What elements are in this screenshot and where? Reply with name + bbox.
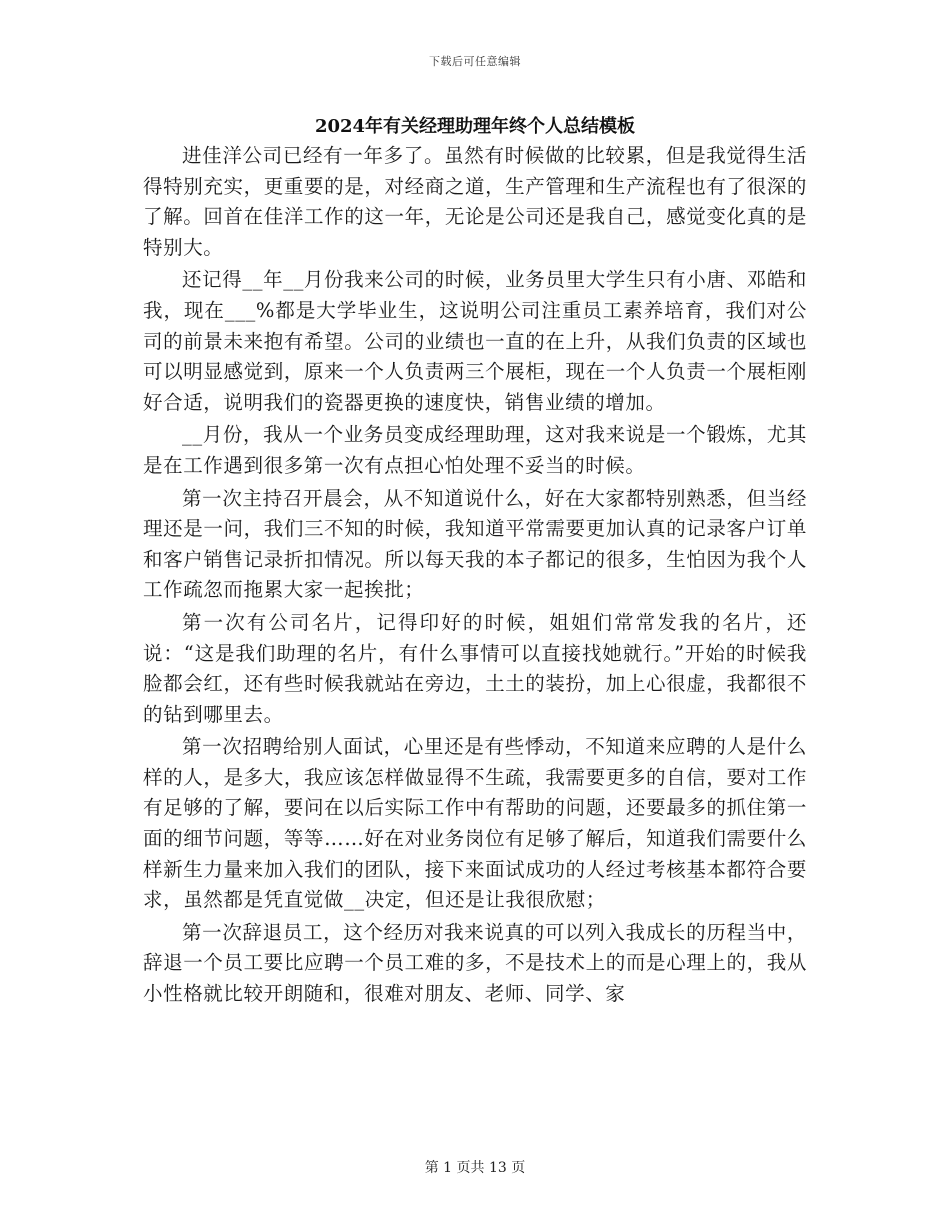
paragraph: __月份，我从一个业务员变成经理助理，这对我来说是一个锻炼，尤其是在工作遇到很多第一次有点担心怕处理不妥当的时候。 [143,423,807,477]
paragraph: 第一次辞退员工，这个经历对我来说真的可以列入我成长的历程当中，辞退一个员工要比应聘一个员工难的多，不是技术上的而是心理上的，我从小性格就比较开朗随和，很难对朋友、老师、同学、家 [143,920,807,1006]
page-number-footer: 第 1 页共 13 页 [424,1160,526,1176]
paragraph: 进佳洋公司已经有一年多了。虽然有时候做的比较累，但是我觉得生活得特别充实，更重要的是，对经商之道，生产管理和生产流程也有了很深的了解。回首在佳洋工作的这一年，无论是公司还是我自己，感觉变化真的是特别大。 [143,144,807,259]
paragraph: 第一次主持召开晨会，从不知道说什么，好在大家都特别熟悉，但当经理还是一问，我们三不知的时候，我知道平常需要更加认真的记录客户订单和客户销售记录折扣情况。所以每天我的本子都记的很多，生怕因为我个人工作疏忽而拖累大家一起挨批； [143,486,807,602]
paragraph: 还记得__年__月份我来公司的时候，业务员里大学生只有小唐、邓皓和我，现在___%都是大学毕业生，这说明公司注重员工素养培育，我们对公司的前景未来抱有希望。公司的业绩也一直的在上升，从我们负责的区域也可以明显感觉到，原来一个人负责两三个展柜，现在一个人负责一个展柜刚好合适，说明我们的瓷器更换的速度快，销售业绩的增加。 [143,268,807,414]
paragraph: 第一次有公司名片，记得印好的时候，姐姐们常常发我的名片，还说：“这是我们助理的名片，有什么事情可以直接找她就行。”开始的时候我脸都会红，还有些时候我就站在旁边，土土的装扮，加上心很虚，我都很不的钻到哪里去。 [143,610,807,726]
page-header-note: 下载后可任意编辑 [429,55,521,68]
document-body [143,141,807,1012]
document-title: 2024年有关经理助理年终个人总结模板 [314,116,636,137]
paragraph: 第一次招聘给别人面试，心里还是有些悸动，不知道来应聘的人是什么样的人，是多大，我应该怎样做显得不生疏，我需要更多的自信，要对工作有足够的了解，要问在以后实际工作中有帮助的问题，还要最多的抓住第一面的细节问题，等等……好在对业务岗位有足够了解后，知道我们需要什么样新生力量来加入我们的团队，接下来面试成功的人经过考核基本都符合要求，虽然都是凭直觉做__决定，但还是让我很欣慰； [143,735,807,912]
